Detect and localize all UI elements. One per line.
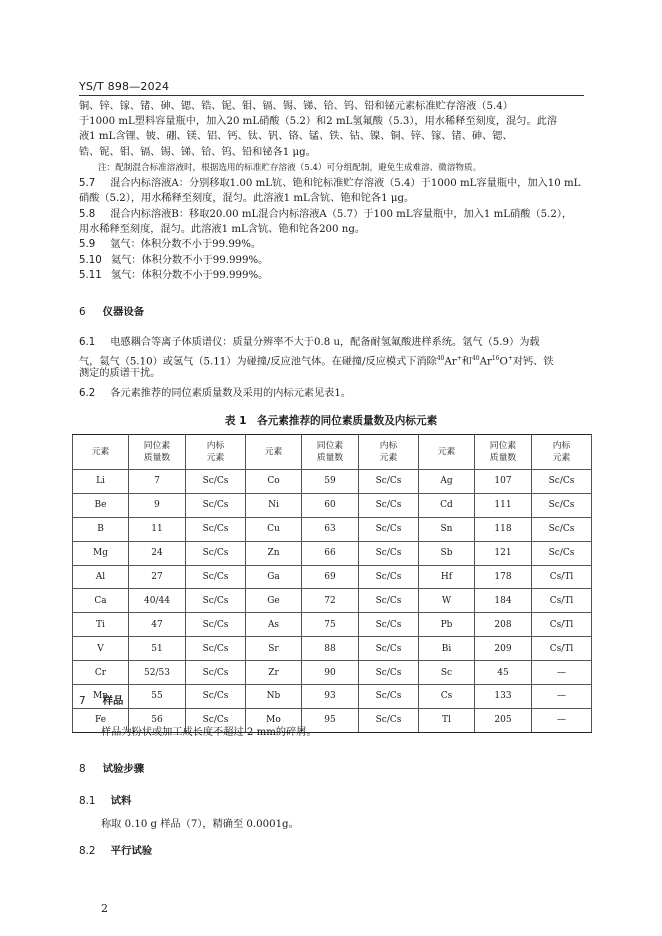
superscript: +	[456, 355, 462, 362]
table-cell: Sc/Cs	[186, 565, 246, 589]
table-cell: Sc/Cs	[359, 470, 419, 494]
clause-text: 电感耦合等离子体质谱仪：质量分辨率不大于0.8 u，配备耐氢氟酸进样系统。氩气（5.9）为载	[110, 337, 540, 348]
column-header	[302, 435, 359, 470]
table-cell: 209	[475, 637, 532, 661]
superscript: 16	[491, 355, 500, 362]
column-header	[73, 435, 129, 470]
clause-5-8	[79, 207, 589, 223]
section-7-heading	[79, 692, 123, 707]
table-cell: Hf	[419, 565, 475, 589]
table-cell: 208	[475, 613, 532, 637]
clause-text: 氢气：体积分数不小于99.999%。	[110, 270, 269, 281]
text-run: 气，氦气（5.10）或氢气（5.11）为碰撞/反应池气体。在碰撞/反应模式下消除	[79, 356, 437, 368]
table-cell: Sc/Cs	[359, 708, 419, 732]
clause-number: 6.1	[79, 337, 96, 348]
table-cell: 69	[302, 565, 359, 589]
column-header-line: 内标	[552, 441, 571, 451]
column-header-line: 质量数	[143, 453, 171, 463]
table-cell: —	[532, 661, 592, 685]
table-cell: Sc/Cs	[186, 613, 246, 637]
table-cell: Cs/Tl	[532, 637, 592, 661]
table-cell: Ga	[246, 565, 302, 589]
table-cell: 55	[129, 685, 186, 709]
clause-text: 氩气：体积分数不小于99.99%。	[110, 239, 262, 250]
clause-5-10	[79, 253, 589, 269]
clause-6-1	[79, 335, 589, 351]
column-header-line: 元素	[91, 447, 110, 457]
column-header-line: 质量数	[489, 453, 517, 463]
table-cell: 7	[129, 470, 186, 494]
table-cell: Sc/Cs	[186, 470, 246, 494]
section-number: 8	[79, 763, 86, 775]
clause-number: 6.2	[79, 388, 96, 399]
paragraph-line: 于1000 mL塑料容量瓶中，加入20 mL硝酸（5.2）和2 mL氢氟酸（5.3），用水稀释至刻度，混匀。此溶	[79, 116, 558, 127]
section-title: 样品	[102, 695, 124, 707]
table-cell: 107	[475, 470, 532, 494]
paragraph-line: 称取 0.10 g 样品（7），精确至 0.0001g。	[101, 819, 299, 830]
column-header-line: 质量数	[316, 453, 344, 463]
table-cell: Ca	[73, 589, 129, 613]
table-caption: 表 1 各元素推荐的同位素质量数及内标元素	[224, 415, 438, 427]
table-cell: Sc/Cs	[186, 637, 246, 661]
table-cell: Sc	[419, 661, 475, 685]
table-cell: Cs	[419, 685, 475, 709]
section-title: 仪器设备	[102, 306, 145, 318]
page-number: 2	[101, 902, 108, 915]
table-cell: 40/44	[129, 589, 186, 613]
clause-5-11	[79, 268, 589, 284]
table-cell: Sc/Cs	[359, 637, 419, 661]
column-header	[419, 435, 475, 470]
table-row	[73, 589, 592, 613]
table-cell: Sc/Cs	[186, 708, 246, 732]
superscript: +	[507, 355, 513, 362]
clause-number: 8.2	[79, 845, 96, 857]
table-cell: 51	[129, 637, 186, 661]
table-cell: Sc/Cs	[359, 541, 419, 565]
table-cell: 63	[302, 517, 359, 541]
clause-title: 试料	[110, 795, 132, 807]
clause-number: 5.8	[79, 209, 96, 220]
clause-8-2-heading	[79, 842, 152, 857]
table-cell: Sc/Cs	[532, 493, 592, 517]
table-cell: Sc/Cs	[359, 565, 419, 589]
table-cell: 27	[129, 565, 186, 589]
table-cell: Be	[73, 493, 129, 517]
clause-text: 混合内标溶液B：移取20.00 mL混合内标溶液A（5.7）于100 mL容量瓶中，加入1 mL硝酸（5.2），	[110, 209, 573, 220]
table-cell: Sc/Cs	[186, 685, 246, 709]
table-cell: 184	[475, 589, 532, 613]
section-8-heading	[79, 760, 144, 775]
paragraph-line: 用水稀释至刻度，混匀。此溶液1 mL含钪、铯和铊各200 ng。	[79, 224, 366, 235]
table-cell: —	[532, 708, 592, 732]
table-cell: 95	[302, 708, 359, 732]
table-cell: 118	[475, 517, 532, 541]
column-header	[129, 435, 186, 470]
clause-number: 5.11	[79, 270, 102, 281]
clause-number: 5.7	[79, 178, 96, 189]
table-cell: 75	[302, 613, 359, 637]
table-cell: Sc/Cs	[186, 589, 246, 613]
column-header-line: 内标	[379, 441, 398, 451]
table-cell: Sc/Cs	[186, 661, 246, 685]
paragraph-line: 测定的质谱干扰。	[79, 368, 161, 379]
column-header	[186, 435, 246, 470]
table-cell: Sc/Cs	[359, 685, 419, 709]
text-run: O	[499, 356, 508, 368]
clause-title: 平行试验	[110, 845, 153, 857]
note: 注：配制混合标准溶液时，根据选用的标准贮存溶液（5.4）可分组配制，避免生成难溶、微溶物质。	[98, 163, 482, 173]
table-cell: Sr	[246, 637, 302, 661]
text-run: 对钙、铁	[512, 356, 554, 368]
table-cell: Tl	[419, 708, 475, 732]
table-cell: 11	[129, 517, 186, 541]
table-cell: Sb	[419, 541, 475, 565]
table-row	[73, 517, 592, 541]
table-cell: 88	[302, 637, 359, 661]
table-row	[73, 685, 592, 709]
table-cell: 47	[129, 613, 186, 637]
text-run: Ar	[444, 356, 457, 368]
clause-text: 氦气：体积分数不小于99.999%。	[110, 255, 269, 266]
column-header-line: 元素	[552, 453, 571, 463]
table-cell: Co	[246, 470, 302, 494]
table-cell: Ge	[246, 589, 302, 613]
table-cell: Mn	[73, 685, 129, 709]
table-cell: 59	[302, 470, 359, 494]
table-cell: 56	[129, 708, 186, 732]
table-cell: Zn	[246, 541, 302, 565]
table-cell: Mg	[73, 541, 129, 565]
table-cell: —	[532, 685, 592, 709]
table-cell: Cs/Tl	[532, 589, 592, 613]
table-row	[73, 661, 592, 685]
table-cell: As	[246, 613, 302, 637]
section-title: 试验步骤	[102, 763, 145, 775]
table-cell: Mo	[246, 708, 302, 732]
table-cell: Ti	[73, 613, 129, 637]
column-header	[359, 435, 419, 470]
column-header-line: 元素	[437, 447, 456, 457]
standard-code-header: YS/T 898—2024	[79, 80, 170, 93]
header-rule	[79, 95, 584, 96]
table-row	[73, 470, 592, 494]
table-cell: 45	[475, 661, 532, 685]
table-cell: Sc/Cs	[186, 493, 246, 517]
table-cell: Sc/Cs	[359, 493, 419, 517]
table-cell: 133	[475, 685, 532, 709]
column-header-line: 同位素	[316, 441, 344, 451]
table-cell: W	[419, 589, 475, 613]
table-cell: Sc/Cs	[359, 661, 419, 685]
table-cell: 121	[475, 541, 532, 565]
table-cell: Cs/Tl	[532, 565, 592, 589]
table-cell: Sc/Cs	[186, 517, 246, 541]
table-cell: Sn	[419, 517, 475, 541]
table-cell: 72	[302, 589, 359, 613]
superscript: 40	[471, 355, 480, 362]
paragraph-line: 铜、锌、镓、锗、砷、锶、锆、铌、钼、镉、锡、锑、铪、钨、铅和铋元素标准贮存溶液（5.4）	[79, 101, 513, 112]
clause-8-1-heading	[79, 792, 131, 807]
table-cell: 9	[129, 493, 186, 517]
table-cell: Cs/Tl	[532, 613, 592, 637]
table-cell: Sc/Cs	[532, 517, 592, 541]
table-cell: V	[73, 637, 129, 661]
table-cell: Al	[73, 565, 129, 589]
clause-text: 各元素推荐的同位素质量数及采用的内标元素见表1。	[110, 388, 352, 399]
table-cell: Nb	[246, 685, 302, 709]
table-cell: Li	[73, 470, 129, 494]
section-number: 7	[79, 695, 86, 707]
table-cell: Pb	[419, 613, 475, 637]
table-cell: Sc/Cs	[532, 470, 592, 494]
table-cell: Cu	[246, 517, 302, 541]
clause-6-2	[79, 386, 589, 402]
table-cell: 205	[475, 708, 532, 732]
clause-text: 混合内标溶液A：分别移取1.00 mL钪、铯和铊标准贮存溶液（5.4）于1000 mL容量瓶中，加入10 mL	[110, 178, 581, 189]
table-row	[73, 565, 592, 589]
isotope-table	[72, 434, 592, 733]
table-cell: Sc/Cs	[359, 613, 419, 637]
section-number: 6	[79, 306, 86, 318]
table-cell: 66	[302, 541, 359, 565]
table-cell: Ag	[419, 470, 475, 494]
table-cell: Fe	[73, 708, 129, 732]
table-row	[73, 541, 592, 565]
table-cell: Bi	[419, 637, 475, 661]
table-cell: 90	[302, 661, 359, 685]
table-header-row	[73, 435, 592, 470]
paragraph-line: 硝酸（5.2），用水稀释至刻度，混匀。此溶液1 mL含钪、铯和铊各1 μg。	[79, 193, 415, 204]
table-cell: 52/53	[129, 661, 186, 685]
column-header-line: 内标	[206, 441, 225, 451]
clause-number: 5.10	[79, 255, 102, 266]
column-header-line: 元素	[264, 447, 283, 457]
table-row	[73, 637, 592, 661]
table-row	[73, 613, 592, 637]
table-cell: Ni	[246, 493, 302, 517]
column-header-line: 元素	[379, 453, 398, 463]
table-cell: B	[73, 517, 129, 541]
column-header	[246, 435, 302, 470]
table-cell: 93	[302, 685, 359, 709]
column-header-line: 同位素	[489, 441, 517, 451]
table-cell: Sc/Cs	[359, 589, 419, 613]
table-cell: 24	[129, 541, 186, 565]
column-header-line: 同位素	[143, 441, 171, 451]
text-run: 和	[461, 356, 472, 368]
table-cell: Sc/Cs	[532, 541, 592, 565]
clause-number: 5.9	[79, 239, 96, 250]
clause-5-7	[79, 176, 589, 192]
table-row	[73, 493, 592, 517]
table-cell: 111	[475, 493, 532, 517]
table-cell: Sc/Cs	[186, 541, 246, 565]
table-cell: Sc/Cs	[359, 517, 419, 541]
column-header-line: 元素	[206, 453, 225, 463]
column-header	[532, 435, 592, 470]
clause-5-9	[79, 237, 589, 253]
table-cell: 60	[302, 493, 359, 517]
section-6-heading	[79, 303, 144, 318]
paragraph-line: 样品为粉状或加工成长度不超过 2 mm的碎屑。	[101, 727, 317, 738]
table-cell: Cr	[73, 661, 129, 685]
paragraph-line: 液1 mL含锂、铍、硼、镁、铝、钙、钛、钒、铬、锰、铁、钴、镍、铜、锌、镓、锗、砷、锶、	[79, 131, 513, 142]
table-cell: Zr	[246, 661, 302, 685]
column-header	[475, 435, 532, 470]
clause-number: 8.1	[79, 795, 96, 807]
table-cell: 178	[475, 565, 532, 589]
paragraph-line: 锆、铌、钼、镉、锡、锑、铪、钨、铅和铋各1 μg。	[79, 147, 316, 158]
text-run: Ar	[479, 356, 492, 368]
superscript: 40	[436, 355, 445, 362]
table-cell: Cd	[419, 493, 475, 517]
